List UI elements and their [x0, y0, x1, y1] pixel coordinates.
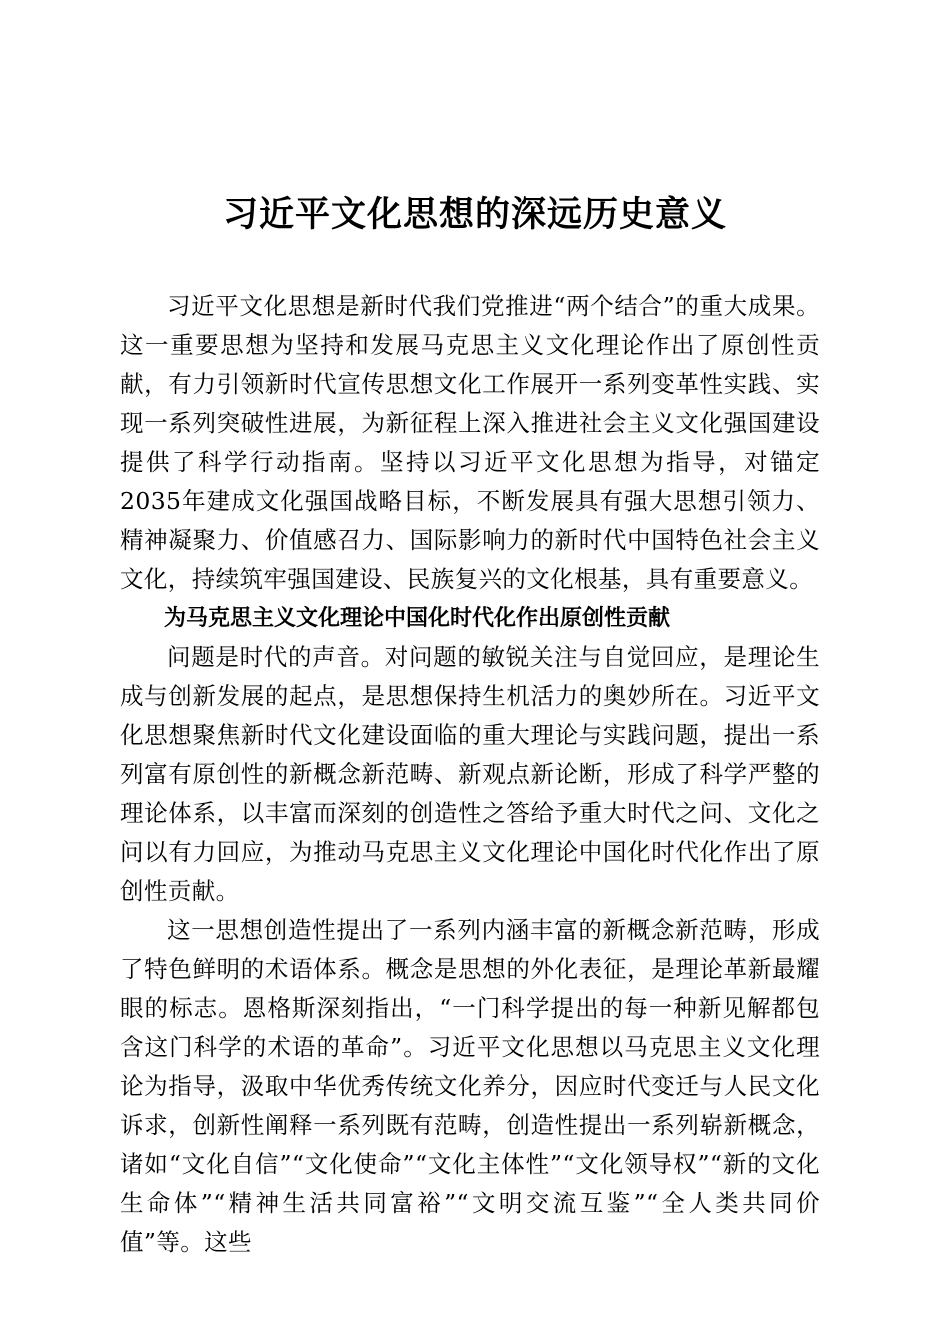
section-heading: 为马克思主义文化理论中国化时代化作出原创性贡献 [164, 606, 671, 631]
intro-paragraph: 习近平文化思想是新时代我们党推进“两个结合”的重大成果。这一重要思想为坚持和发展马克思主义文化理论作出了原创性贡献，有力引领新时代宣传思想文化工作展开一系列变革性实践、实现一系列突破性进展，为新征程上深入推进社会主义文化强国建设提供了科学行动指南。坚持以习近平文化思想为指导，对锚定2035年建成文化强国战略目标，不断发展具有强大思想引领力、精神凝聚力、价值感召力、国际影响力的新时代中国特色社会主义文化，持续筑牢强国建设、民族复兴的文化根基，具有重要意义。 [120, 292, 820, 593]
section-paragraph-1: 问题是时代的声音。对问题的敏锐关注与自觉回应，是理论生成与创新发展的起点，是思想保持生机活力的奥妙所在。习近平文化思想聚焦新时代文化建设面临的重大理论与实践问题，提出一系列富有原创性的新概念新范畴、新观点新论断，形成了科学严整的理论体系，以丰富而深刻的创造性之答给予重大时代之问、文化之问以有力回应，为推动马克思主义文化理论中国化时代化作出了原创性贡献。 [120, 643, 820, 905]
page-title: 习近平文化思想的深远历史意义 [222, 194, 727, 235]
section-paragraph-2: 这一思想创造性提出了一系列内涵丰富的新概念新范畴，形成了特色鲜明的术语体系。概念是思想的外化表征，是理论革新最耀眼的标志。恩格斯深刻指出，“一门科学提出的每一种新见解都包含这门科学的术语的革命”。习近平文化思想以马克思主义文化理论为指导，汲取中华优秀传统文化养分，因应时代变迁与人民文化诉求，创新性阐释一系列既有范畴，创造性提出一系列崭新概念，诸如“文化自信”“文化使命”“文化主体性”“文化领导权”“新的文化生命体”“精神生活共同富裕”“文明交流互鉴”“全人类共同价值”等。这些 [120, 916, 820, 1256]
article-body [120, 287, 820, 1262]
